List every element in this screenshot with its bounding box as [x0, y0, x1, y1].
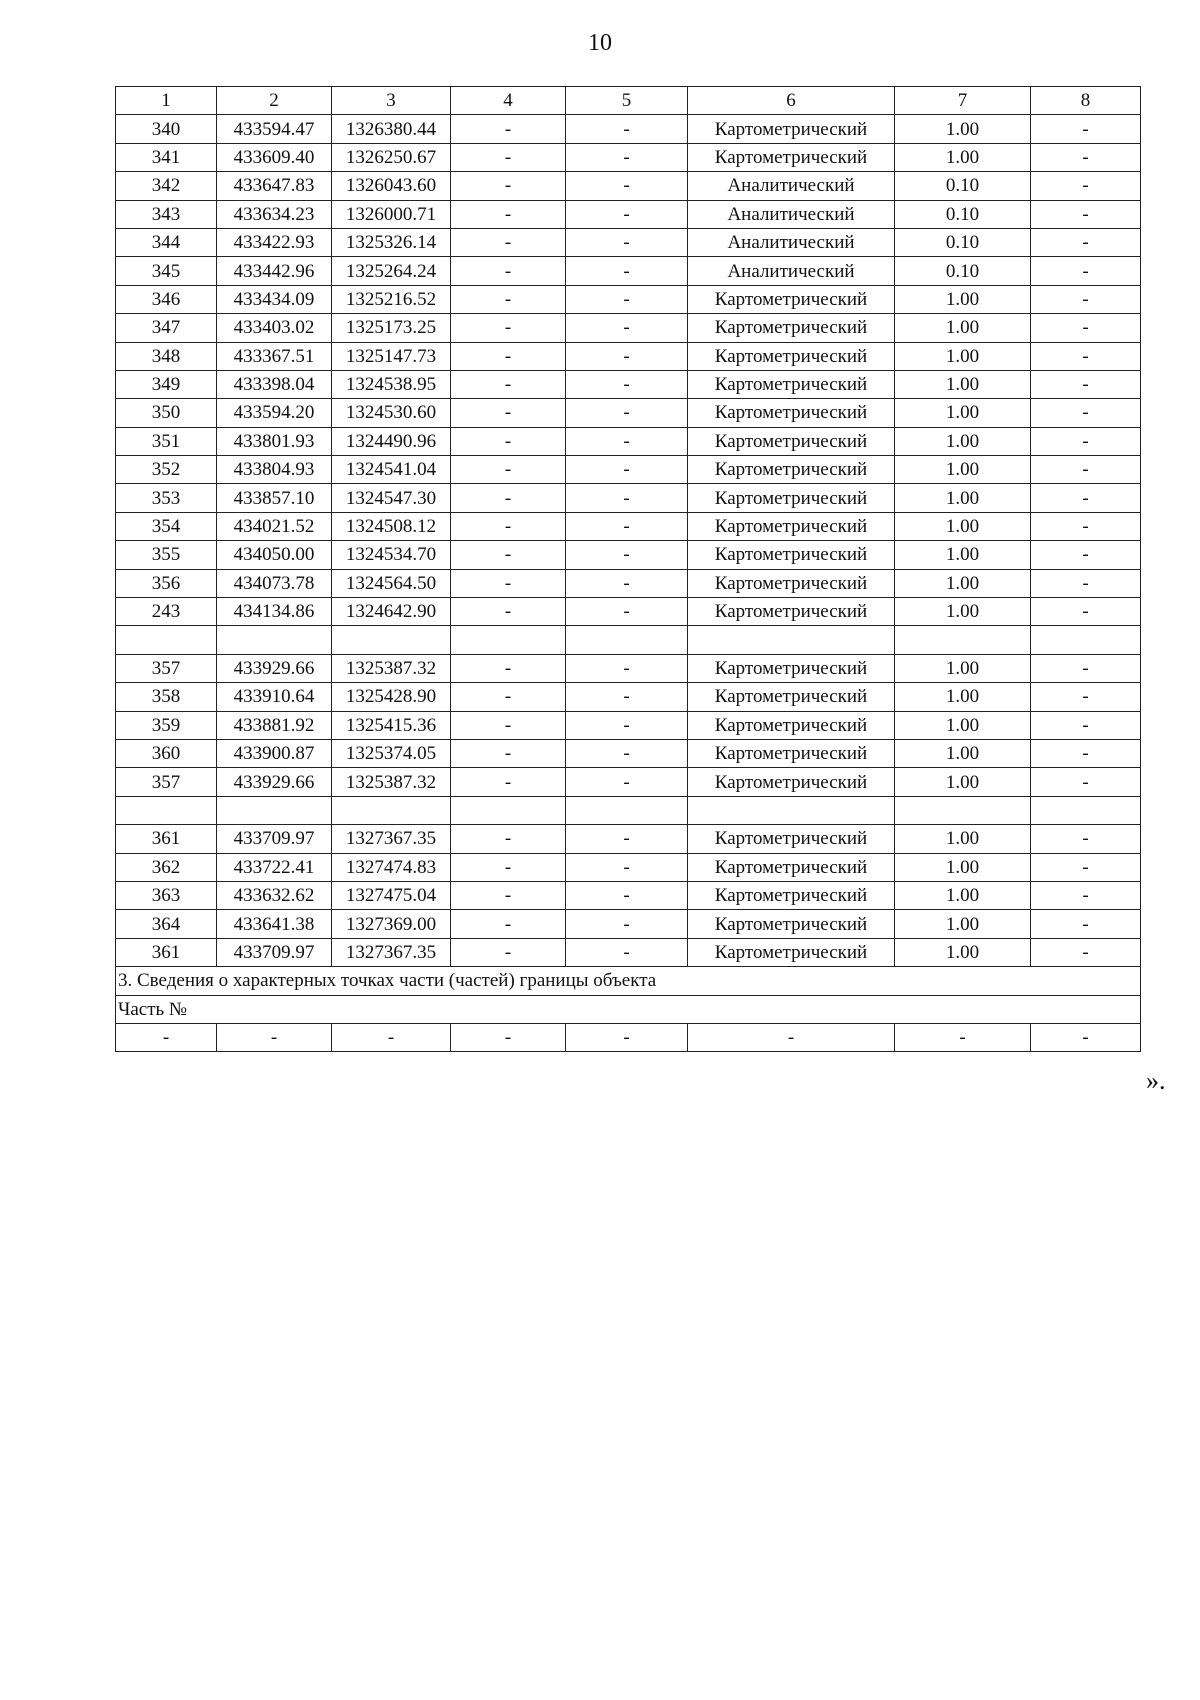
table-cell: - — [1031, 200, 1141, 228]
table-cell: 364 — [116, 910, 217, 938]
table-cell: 1.00 — [895, 569, 1031, 597]
table-cell: - — [451, 342, 566, 370]
table-cell: 352 — [116, 456, 217, 484]
table-cell: - — [1031, 427, 1141, 455]
table-cell: 1.00 — [895, 938, 1031, 966]
table-cell: 433594.20 — [217, 399, 332, 427]
table-cell: - — [1031, 1023, 1141, 1051]
table-cell: 433709.97 — [217, 825, 332, 853]
table-cell: - — [895, 1023, 1031, 1051]
table-cell: 350 — [116, 399, 217, 427]
table-cell: 433804.93 — [217, 456, 332, 484]
table-cell: 1325216.52 — [332, 285, 451, 313]
table-cell: - — [566, 683, 688, 711]
table-cell: - — [566, 143, 688, 171]
table-cell: 355 — [116, 541, 217, 569]
table-cell: 357 — [116, 654, 217, 682]
table-cell: 434050.00 — [217, 541, 332, 569]
table-cell: - — [451, 853, 566, 881]
table-cell: - — [566, 541, 688, 569]
table-cell: - — [1031, 228, 1141, 256]
table-row — [116, 910, 1141, 938]
table-cell: 347 — [116, 314, 217, 342]
table-cell: 1327367.35 — [332, 938, 451, 966]
column-header: 8 — [1031, 87, 1141, 115]
table-cell: 1.00 — [895, 484, 1031, 512]
table-cell: - — [451, 257, 566, 285]
table-cell: 1324541.04 — [332, 456, 451, 484]
table-cell: - — [566, 427, 688, 455]
table-cell: 1327474.83 — [332, 853, 451, 881]
header-row — [116, 87, 1141, 115]
empty-cell — [688, 626, 895, 654]
table-cell: Картометрический — [688, 881, 895, 909]
table-cell: - — [217, 1023, 332, 1051]
table-cell: Картометрический — [688, 654, 895, 682]
table-cell: 357 — [116, 768, 217, 796]
table-cell: 0.10 — [895, 200, 1031, 228]
table-row — [116, 768, 1141, 796]
table-row — [116, 342, 1141, 370]
table-cell: - — [566, 1023, 688, 1051]
column-header: 3 — [332, 87, 451, 115]
table-cell: 1.00 — [895, 853, 1031, 881]
table-cell: 1.00 — [895, 143, 1031, 171]
column-header: 2 — [217, 87, 332, 115]
table-cell: - — [451, 910, 566, 938]
table-cell: Картометрический — [688, 683, 895, 711]
table-row — [116, 881, 1141, 909]
table-row — [116, 569, 1141, 597]
table-cell: 1327367.35 — [332, 825, 451, 853]
table-cell: Картометрический — [688, 143, 895, 171]
table-cell: - — [1031, 569, 1141, 597]
table-cell: 433857.10 — [217, 484, 332, 512]
table-cell: 433929.66 — [217, 654, 332, 682]
table-cell: Аналитический — [688, 257, 895, 285]
separator-row — [116, 796, 1141, 824]
table-cell: 348 — [116, 342, 217, 370]
table-cell: - — [566, 739, 688, 767]
table-cell: 1325374.05 — [332, 739, 451, 767]
table-cell: 433709.97 — [217, 938, 332, 966]
table-cell: 1.00 — [895, 399, 1031, 427]
table-cell: - — [451, 768, 566, 796]
table-cell: 433910.64 — [217, 683, 332, 711]
page-number: 10 — [588, 30, 612, 56]
table-row — [116, 456, 1141, 484]
table-row — [116, 200, 1141, 228]
table-row — [116, 853, 1141, 881]
table-cell: Картометрический — [688, 569, 895, 597]
table-cell: - — [566, 654, 688, 682]
table-row — [116, 172, 1141, 200]
table-cell: 433442.96 — [217, 257, 332, 285]
table-cell: Аналитический — [688, 228, 895, 256]
table-cell: 433434.09 — [217, 285, 332, 313]
table-cell: - — [1031, 399, 1141, 427]
table-row — [116, 711, 1141, 739]
table-cell: - — [566, 314, 688, 342]
table-cell: - — [566, 285, 688, 313]
table-cell: 1.00 — [895, 739, 1031, 767]
table-cell: Картометрический — [688, 342, 895, 370]
table-cell: - — [566, 598, 688, 626]
table-cell: 1.00 — [895, 768, 1031, 796]
table-cell: 1.00 — [895, 512, 1031, 540]
table-cell: Картометрический — [688, 115, 895, 143]
table-cell: 243 — [116, 598, 217, 626]
table-cell: - — [1031, 825, 1141, 853]
table-cell: - — [1031, 456, 1141, 484]
table-cell: 363 — [116, 881, 217, 909]
table-cell: - — [566, 399, 688, 427]
table-cell: 1.00 — [895, 314, 1031, 342]
table-cell: 360 — [116, 739, 217, 767]
table-cell: Картометрический — [688, 910, 895, 938]
table-cell: - — [566, 484, 688, 512]
table-row — [116, 257, 1141, 285]
table-row — [116, 228, 1141, 256]
table-cell: 1.00 — [895, 342, 1031, 370]
table-cell: 1324642.90 — [332, 598, 451, 626]
table-row — [116, 654, 1141, 682]
table-cell: - — [451, 739, 566, 767]
table-cell: - — [451, 228, 566, 256]
table-cell: - — [688, 1023, 895, 1051]
table-cell: 356 — [116, 569, 217, 597]
table-cell: - — [451, 399, 566, 427]
empty-cell — [566, 626, 688, 654]
table-cell: 1325428.90 — [332, 683, 451, 711]
table-cell: 1324508.12 — [332, 512, 451, 540]
table-cell: - — [566, 257, 688, 285]
table-cell: 1.00 — [895, 910, 1031, 938]
table-cell: 1.00 — [895, 825, 1031, 853]
table-cell: 433647.83 — [217, 172, 332, 200]
table-cell: 361 — [116, 825, 217, 853]
table-cell: - — [566, 569, 688, 597]
table-cell: 433367.51 — [217, 342, 332, 370]
column-header: 5 — [566, 87, 688, 115]
table-cell: 342 — [116, 172, 217, 200]
table-cell: 1327475.04 — [332, 881, 451, 909]
table-cell: 1.00 — [895, 654, 1031, 682]
table-cell: Картометрический — [688, 370, 895, 398]
table-cell: 1325387.32 — [332, 768, 451, 796]
part-label: Часть № — [116, 995, 1141, 1023]
table-cell: - — [451, 1023, 566, 1051]
empty-cell — [116, 626, 217, 654]
table-cell: - — [1031, 938, 1141, 966]
coordinates-table — [115, 86, 1141, 1052]
table-cell: - — [451, 285, 566, 313]
table-cell: - — [451, 314, 566, 342]
table-cell: 1.00 — [895, 456, 1031, 484]
table-cell: Картометрический — [688, 739, 895, 767]
table-cell: 1326000.71 — [332, 200, 451, 228]
table-cell: - — [451, 541, 566, 569]
table-cell: - — [451, 172, 566, 200]
table-cell: - — [1031, 598, 1141, 626]
table-cell: - — [451, 512, 566, 540]
table-cell: 433641.38 — [217, 910, 332, 938]
table-cell: Картометрический — [688, 938, 895, 966]
table-cell: - — [451, 711, 566, 739]
column-header: 1 — [116, 87, 217, 115]
table-cell: - — [566, 115, 688, 143]
table-cell: 358 — [116, 683, 217, 711]
table-cell: 346 — [116, 285, 217, 313]
table-cell: 341 — [116, 143, 217, 171]
empty-cell — [217, 626, 332, 654]
table-row — [116, 739, 1141, 767]
table-row — [116, 115, 1141, 143]
table-cell: Картометрический — [688, 456, 895, 484]
table-cell: - — [1031, 768, 1141, 796]
table-cell: - — [451, 200, 566, 228]
table-cell: 1325415.36 — [332, 711, 451, 739]
table-cell: 353 — [116, 484, 217, 512]
table-cell: - — [1031, 172, 1141, 200]
table-cell: - — [451, 143, 566, 171]
table-row — [116, 683, 1141, 711]
table-cell: 1.00 — [895, 541, 1031, 569]
table-cell: 433801.93 — [217, 427, 332, 455]
table-cell: - — [451, 115, 566, 143]
table-cell: 1325173.25 — [332, 314, 451, 342]
table-cell: 340 — [116, 115, 217, 143]
empty-cell — [688, 796, 895, 824]
table-cell: 433929.66 — [217, 768, 332, 796]
table-cell: 1.00 — [895, 683, 1031, 711]
table-row — [116, 825, 1141, 853]
table-row — [116, 541, 1141, 569]
empty-cell — [116, 796, 217, 824]
table-cell: 0.10 — [895, 257, 1031, 285]
table-cell: - — [566, 910, 688, 938]
table-row — [116, 938, 1141, 966]
table-cell: - — [566, 456, 688, 484]
table-cell: 1324534.70 — [332, 541, 451, 569]
table-row — [116, 370, 1141, 398]
table-cell: 1326380.44 — [332, 115, 451, 143]
table-cell: - — [1031, 484, 1141, 512]
table-cell: - — [566, 825, 688, 853]
part-label-row — [116, 995, 1141, 1023]
table-cell: 1.00 — [895, 427, 1031, 455]
empty-cell — [451, 796, 566, 824]
column-header: 6 — [688, 87, 895, 115]
table-cell: - — [1031, 370, 1141, 398]
table-cell: - — [451, 654, 566, 682]
table-cell: Картометрический — [688, 768, 895, 796]
table-cell: Аналитический — [688, 200, 895, 228]
table-cell: 433422.93 — [217, 228, 332, 256]
table-cell: Картометрический — [688, 399, 895, 427]
table-cell: - — [451, 569, 566, 597]
table-cell: 1.00 — [895, 881, 1031, 909]
empty-cell — [451, 626, 566, 654]
table-cell: 362 — [116, 853, 217, 881]
table-cell: - — [566, 200, 688, 228]
table-row — [116, 285, 1141, 313]
table-cell: - — [451, 484, 566, 512]
table-cell: Картометрический — [688, 541, 895, 569]
table-cell: - — [1031, 342, 1141, 370]
table-cell: Аналитический — [688, 172, 895, 200]
table-cell: 1325147.73 — [332, 342, 451, 370]
table-cell: 349 — [116, 370, 217, 398]
table-cell: 433632.62 — [217, 881, 332, 909]
table-cell: 1325387.32 — [332, 654, 451, 682]
table-cell: 1.00 — [895, 598, 1031, 626]
table-cell: 1.00 — [895, 370, 1031, 398]
table-cell: - — [1031, 739, 1141, 767]
table-cell: - — [1031, 654, 1141, 682]
empty-cell — [332, 796, 451, 824]
table-cell: - — [1031, 683, 1141, 711]
empty-cell — [217, 796, 332, 824]
empty-cell — [895, 796, 1031, 824]
table-cell: - — [451, 427, 566, 455]
table-cell: 433609.40 — [217, 143, 332, 171]
table-cell: - — [451, 938, 566, 966]
table-cell: 1324564.50 — [332, 569, 451, 597]
table-cell: - — [1031, 711, 1141, 739]
empty-cell — [566, 796, 688, 824]
column-header: 4 — [451, 87, 566, 115]
table-cell: 433403.02 — [217, 314, 332, 342]
table-cell: 434073.78 — [217, 569, 332, 597]
section-title-row — [116, 967, 1141, 995]
table-row — [116, 314, 1141, 342]
table-cell: - — [566, 853, 688, 881]
table-cell: - — [566, 228, 688, 256]
table-cell: 433900.87 — [217, 739, 332, 767]
table-cell: Картометрический — [688, 598, 895, 626]
table-row — [116, 143, 1141, 171]
table-cell: - — [451, 683, 566, 711]
table-cell: 433398.04 — [217, 370, 332, 398]
table-cell: - — [566, 370, 688, 398]
table-cell: - — [566, 711, 688, 739]
table-cell: - — [1031, 910, 1141, 938]
empty-cell — [1031, 626, 1141, 654]
table-cell: - — [1031, 512, 1141, 540]
table-cell: 0.10 — [895, 172, 1031, 200]
table-cell: 434021.52 — [217, 512, 332, 540]
table-cell: - — [1031, 881, 1141, 909]
table-cell: Картометрический — [688, 484, 895, 512]
table-cell: Картометрический — [688, 853, 895, 881]
table-row — [116, 427, 1141, 455]
table-cell: 433722.41 — [217, 853, 332, 881]
table-cell: - — [1031, 115, 1141, 143]
empty-cell — [895, 626, 1031, 654]
table-cell: - — [1031, 314, 1141, 342]
column-header: 7 — [895, 87, 1031, 115]
table-cell: 433594.47 — [217, 115, 332, 143]
table-cell: 1324538.95 — [332, 370, 451, 398]
table-cell: Картометрический — [688, 427, 895, 455]
table-cell: - — [451, 456, 566, 484]
table-cell: 1327369.00 — [332, 910, 451, 938]
table-cell: - — [566, 768, 688, 796]
section-title: 3. Сведения о характерных точках части (частей) границы объекта — [116, 967, 1141, 995]
table-cell: 344 — [116, 228, 217, 256]
table-cell: - — [1031, 853, 1141, 881]
table-cell: Картометрический — [688, 285, 895, 313]
table-cell: 1.00 — [895, 115, 1031, 143]
table-cell: 0.10 — [895, 228, 1031, 256]
table-cell: Картометрический — [688, 512, 895, 540]
table-cell: 434134.86 — [217, 598, 332, 626]
closing-quote-mark: ». — [1146, 1066, 1166, 1095]
table-cell: - — [332, 1023, 451, 1051]
table-cell: Картометрический — [688, 711, 895, 739]
table-row — [116, 598, 1141, 626]
separator-row — [116, 626, 1141, 654]
table-cell: - — [451, 370, 566, 398]
table-cell: 1326250.67 — [332, 143, 451, 171]
table-row — [116, 399, 1141, 427]
table-cell: - — [451, 825, 566, 853]
table-cell: - — [1031, 541, 1141, 569]
table-cell: 361 — [116, 938, 217, 966]
table-row — [116, 484, 1141, 512]
empty-cell — [1031, 796, 1141, 824]
table-cell: 343 — [116, 200, 217, 228]
table-cell: 433634.23 — [217, 200, 332, 228]
table-cell: - — [451, 598, 566, 626]
table-cell: 1.00 — [895, 285, 1031, 313]
table-cell: - — [116, 1023, 217, 1051]
table-cell: 1324547.30 — [332, 484, 451, 512]
table-cell: - — [566, 938, 688, 966]
table-cell: - — [1031, 143, 1141, 171]
table-cell: 351 — [116, 427, 217, 455]
table-row — [116, 512, 1141, 540]
table-cell: 354 — [116, 512, 217, 540]
table-cell: 1324490.96 — [332, 427, 451, 455]
table-cell: Картометрический — [688, 314, 895, 342]
table-cell: 1325264.24 — [332, 257, 451, 285]
table-cell: 1324530.60 — [332, 399, 451, 427]
part-values-row — [116, 1023, 1141, 1051]
table-cell: 345 — [116, 257, 217, 285]
table-cell: - — [566, 881, 688, 909]
table-cell: - — [451, 881, 566, 909]
table-cell: Картометрический — [688, 825, 895, 853]
table-cell: - — [1031, 285, 1141, 313]
table-cell: 1325326.14 — [332, 228, 451, 256]
table-cell: 359 — [116, 711, 217, 739]
table-cell: - — [566, 342, 688, 370]
table-cell: - — [1031, 257, 1141, 285]
table-cell: - — [566, 172, 688, 200]
table-cell: 433881.92 — [217, 711, 332, 739]
table-cell: - — [566, 512, 688, 540]
table-cell: 1326043.60 — [332, 172, 451, 200]
table-cell: 1.00 — [895, 711, 1031, 739]
empty-cell — [332, 626, 451, 654]
